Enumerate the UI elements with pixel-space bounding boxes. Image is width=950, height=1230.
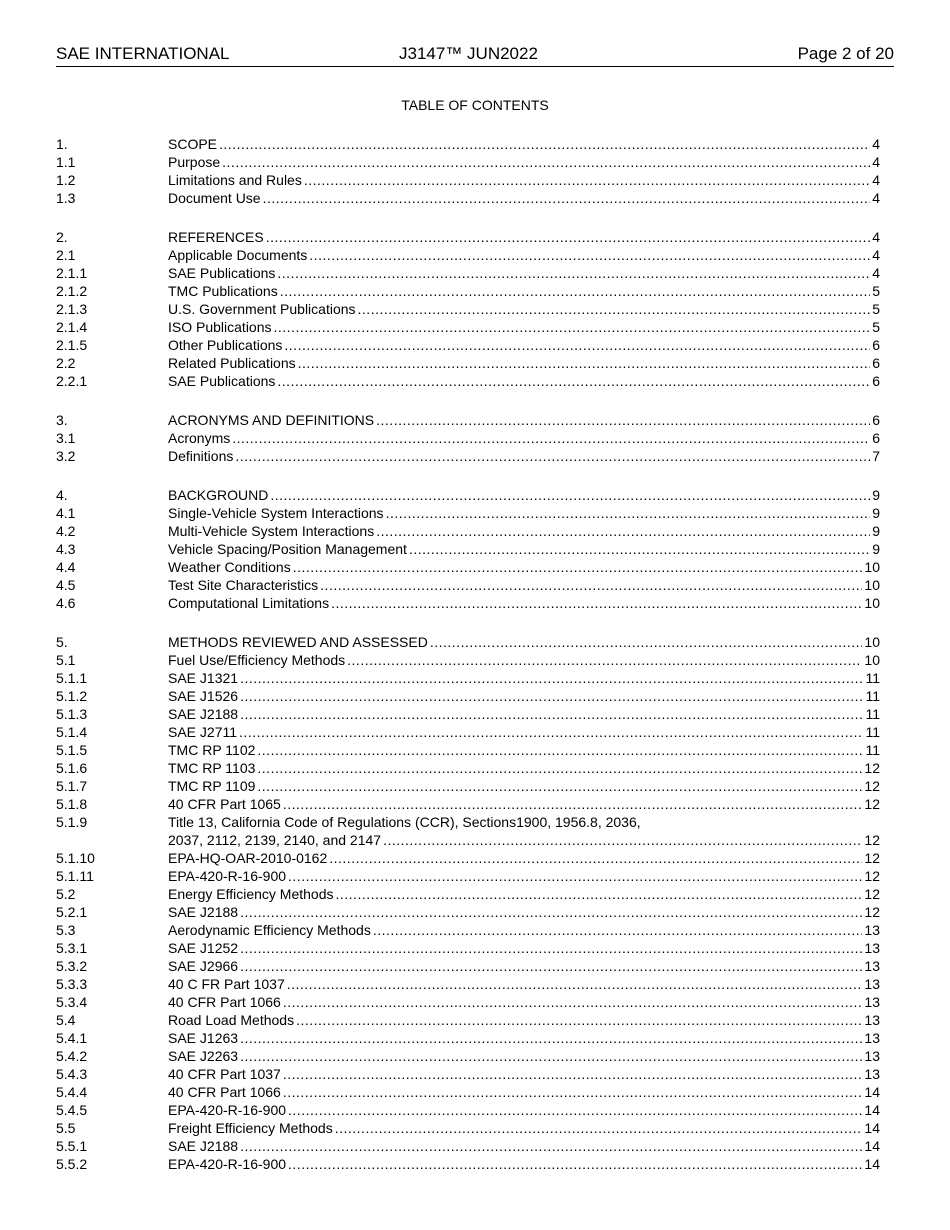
- toc-entry-number: 4.3: [56, 541, 76, 557]
- toc-entry-number: 3.2: [56, 448, 76, 464]
- dot-leader: [239, 723, 863, 741]
- toc-title: TABLE OF CONTENTS: [401, 97, 549, 113]
- toc-entry-page: 6: [872, 337, 880, 353]
- toc-entry-number: 5.1.5: [56, 742, 88, 758]
- toc-entry: [56, 939, 880, 957]
- toc-entry-title: SAE J2188: [168, 904, 239, 920]
- toc-entry: [56, 957, 880, 975]
- toc-entry-page: 13: [864, 1012, 880, 1028]
- toc-entry-page: 10: [864, 634, 880, 650]
- toc-entry: [56, 171, 880, 189]
- toc-entry-title: SCOPE: [168, 136, 218, 152]
- toc-entry-number: 5.4: [56, 1012, 76, 1028]
- toc-entry: [56, 867, 880, 885]
- toc-entry-page: 12: [864, 760, 880, 776]
- toc-entry-title: METHODS REVIEWED AND ASSESSED: [168, 634, 428, 650]
- dot-leader: [320, 576, 862, 594]
- toc-entry-number: 5.3.2: [56, 958, 88, 974]
- toc-entry-title: SAE J2711: [168, 724, 238, 740]
- toc-entry-number: 1.2: [56, 172, 76, 188]
- toc-entry-title: Test Site Characteristics: [168, 577, 319, 593]
- dot-leader: [336, 885, 863, 903]
- toc-entry-page: 12: [864, 796, 880, 812]
- toc-entry: [56, 246, 880, 264]
- toc-entry-title: Limitations and Rules: [168, 172, 302, 188]
- toc-entry-title: TMC RP 1109: [168, 778, 256, 794]
- dot-leader: [240, 1047, 862, 1065]
- dot-leader: [270, 486, 870, 504]
- toc-entry-title: SAE J2966: [168, 958, 239, 974]
- dot-leader: [329, 849, 862, 867]
- toc-entry-title: Energy Efficiency Methods: [168, 886, 334, 902]
- toc-entry-page: 11: [865, 688, 880, 704]
- header-document-id: J3147™ JUN2022: [399, 44, 538, 63]
- toc-entry-page: 5: [872, 283, 880, 299]
- toc-entry: [56, 849, 880, 867]
- dot-leader: [277, 264, 870, 282]
- toc-entry-title: SAE J2188: [168, 706, 239, 722]
- toc-entry-number: 4.5: [56, 577, 76, 593]
- toc-entry-number: 5.4.1: [56, 1030, 88, 1046]
- toc-entry: [56, 354, 880, 372]
- toc-entry-page: 6: [872, 430, 880, 446]
- dot-leader: [257, 741, 863, 759]
- toc-entry-title: Multi-Vehicle System Interactions: [168, 523, 375, 539]
- header-page-number: Page 2 of 20: [797, 44, 894, 63]
- toc-entry-title: Freight Efficiency Methods: [168, 1120, 333, 1136]
- toc-entry: [56, 1065, 880, 1083]
- toc-entry: [56, 993, 880, 1011]
- toc-entry-number: 3.: [56, 412, 68, 428]
- dot-leader: [335, 1119, 863, 1137]
- toc-entry-number: 4.1: [56, 505, 76, 521]
- toc-entry-page: 13: [864, 940, 880, 956]
- toc-entry-page: 6: [872, 373, 880, 389]
- dot-leader: [283, 795, 863, 813]
- toc-entry-page: 4: [872, 265, 880, 281]
- toc-entry-number: 2.1.5: [56, 337, 88, 353]
- toc-entry-title: TMC RP 1102: [168, 742, 256, 758]
- toc-entry-title: SAE Publications: [168, 373, 276, 389]
- toc-entry-title: Weather Conditions: [168, 559, 291, 575]
- toc-entry-title: 40 CFR Part 1037: [168, 1066, 281, 1082]
- toc-entry: [56, 411, 880, 429]
- toc-entry-number: 2.2.1: [56, 373, 88, 389]
- toc-entry-page: 9: [872, 541, 880, 557]
- toc-entry-number: 5.5.2: [56, 1156, 88, 1172]
- toc-entry-number: 2.1.2: [56, 283, 88, 299]
- toc-entry-title: Computational Limitations: [168, 595, 330, 611]
- dot-leader: [287, 975, 863, 993]
- dot-leader: [304, 171, 870, 189]
- toc-entry-page: 12: [864, 850, 880, 866]
- toc-entry-number: 5.1: [56, 652, 76, 668]
- toc-entry-title: EPA-420-R-16-900: [168, 1156, 287, 1172]
- toc-entry: [56, 705, 880, 723]
- toc-entry-title: SAE J1252: [168, 940, 239, 956]
- dot-leader: [240, 957, 862, 975]
- dot-leader: [284, 336, 870, 354]
- toc-entry-title: 40 CFR Part 1065: [168, 796, 281, 812]
- toc-entry-page: 13: [864, 1066, 880, 1082]
- toc-entry-number: 2.1.1: [56, 265, 88, 281]
- toc-entry-page: 9: [872, 487, 880, 503]
- dot-leader: [376, 411, 870, 429]
- toc-entry: [56, 504, 880, 522]
- toc-entry-number: 4.4: [56, 559, 76, 575]
- toc-entry-title: EPA-420-R-16-900: [168, 868, 287, 884]
- toc-entry-page: 13: [864, 976, 880, 992]
- toc-entry: [56, 777, 880, 795]
- toc-entry: [56, 540, 880, 558]
- toc-entry: [56, 228, 880, 246]
- toc-entry-number: 5.1.8: [56, 796, 88, 812]
- toc-entry-title: SAE Publications: [168, 265, 276, 281]
- toc-entry: [56, 282, 880, 300]
- toc-entry-page: 14: [864, 1084, 880, 1100]
- toc-entry-number: 5.1.11: [56, 868, 94, 884]
- toc-entry-page: 11: [865, 724, 880, 740]
- toc-entry-page: 10: [864, 595, 880, 611]
- toc-entry-number: 5.3.4: [56, 994, 88, 1010]
- toc-entry-page: 11: [865, 742, 880, 758]
- toc-entry: [56, 1101, 880, 1119]
- dot-leader: [280, 282, 871, 300]
- toc-entry-page: 4: [872, 229, 880, 245]
- toc-entry: [56, 921, 880, 939]
- toc-entry: [56, 429, 880, 447]
- dot-leader: [235, 447, 870, 465]
- toc-entry: [56, 1011, 880, 1029]
- toc-entry-page: 13: [864, 922, 880, 938]
- toc-entry: [56, 1119, 880, 1137]
- table-of-contents: [56, 135, 880, 1173]
- dot-leader: [277, 372, 870, 390]
- toc-entry-title: Document Use: [168, 190, 261, 206]
- toc-entry: [56, 723, 880, 741]
- toc-entry-page: 12: [864, 904, 880, 920]
- toc-entry-number: 5.1.7: [56, 778, 88, 794]
- toc-entry-page: 4: [872, 172, 880, 188]
- toc-entry-title: EPA-420-R-16-900: [168, 1102, 287, 1118]
- toc-entry-number: 5.2.1: [56, 904, 88, 920]
- toc-entry: [56, 264, 880, 282]
- toc-entry-page: 6: [872, 355, 880, 371]
- toc-entry-number: 2.: [56, 229, 68, 245]
- dot-leader: [283, 1083, 863, 1101]
- toc-entry-page: 14: [864, 1120, 880, 1136]
- dot-leader: [283, 1065, 863, 1083]
- toc-entry: [56, 336, 880, 354]
- toc-entry: [56, 651, 880, 669]
- toc-entry-title: Related Publications: [168, 355, 296, 371]
- dot-leader: [383, 831, 862, 849]
- dot-leader: [347, 651, 862, 669]
- dot-leader: [240, 705, 863, 723]
- toc-entry: [56, 831, 880, 849]
- toc-entry-number: 5.1.6: [56, 760, 88, 776]
- header-organization: SAE INTERNATIONAL: [56, 44, 230, 63]
- toc-entry-number: 2.1: [56, 247, 76, 263]
- toc-entry-page: 10: [864, 559, 880, 575]
- toc-entry-page: 14: [864, 1102, 880, 1118]
- toc-entry-number: 1.3: [56, 190, 76, 206]
- toc-entry-page: 10: [864, 577, 880, 593]
- toc-entry-title: TMC Publications: [168, 283, 278, 299]
- toc-entry: [56, 153, 880, 171]
- toc-entry-number: 5.4.2: [56, 1048, 88, 1064]
- toc-entry-title: SAE J1263: [168, 1030, 239, 1046]
- toc-entry: [56, 576, 880, 594]
- toc-entry-title: SAE J2188: [168, 1138, 239, 1154]
- toc-entry: [56, 447, 880, 465]
- toc-entry: [56, 669, 880, 687]
- toc-entry: [56, 885, 880, 903]
- toc-entry-title: SAE J1321: [168, 670, 239, 686]
- toc-entry-page: 5: [872, 319, 880, 335]
- dot-leader: [240, 669, 863, 687]
- toc-entry: [56, 135, 880, 153]
- toc-entry-number: 5.1.9: [56, 814, 88, 830]
- toc-entry-page: 11: [865, 670, 880, 686]
- toc-entry: [56, 795, 880, 813]
- toc-entry-title: Title 13, California Code of Regulations (CCR), Sections1900, 1956.8, 2036,: [168, 814, 641, 830]
- toc-entry-page: 6: [872, 412, 880, 428]
- dot-leader: [263, 189, 871, 207]
- toc-entry-number: 5.1.1: [56, 670, 88, 686]
- toc-entry-number: 5.3: [56, 922, 76, 938]
- dot-leader: [266, 228, 871, 246]
- toc-entry-page: 13: [864, 994, 880, 1010]
- toc-entry-title: 2037, 2112, 2139, 2140, and 2147: [168, 832, 382, 848]
- toc-entry-title: SAE J2263: [168, 1048, 239, 1064]
- toc-entry-page: 9: [872, 505, 880, 521]
- toc-entry-number: 4.6: [56, 595, 76, 611]
- dot-leader: [296, 1011, 862, 1029]
- toc-entry: [56, 318, 880, 336]
- toc-entry-title: 40 CFR Part 1066: [168, 994, 281, 1010]
- dot-leader: [293, 558, 863, 576]
- dot-leader: [257, 759, 862, 777]
- dot-leader: [358, 300, 871, 318]
- toc-entry-page: 5: [872, 301, 880, 317]
- toc-entry-page: 14: [864, 1138, 880, 1154]
- dot-leader: [288, 867, 862, 885]
- toc-entry-page: 12: [864, 886, 880, 902]
- toc-entry-number: 5.: [56, 634, 68, 650]
- toc-entry-title: Definitions: [168, 448, 234, 464]
- toc-entry-page: 13: [864, 1048, 880, 1064]
- dot-leader: [283, 993, 863, 1011]
- toc-entry-title: SAE J1526: [168, 688, 239, 704]
- toc-entry-number: 2.1.4: [56, 319, 88, 335]
- toc-entry: [56, 486, 880, 504]
- toc-entry-number: 5.5.1: [56, 1138, 88, 1154]
- toc-entry-title: Road Load Methods: [168, 1012, 295, 1028]
- toc-entry-number: 5.5: [56, 1120, 76, 1136]
- toc-entry-title: ISO Publications: [168, 319, 272, 335]
- toc-entry-number: 4.: [56, 487, 68, 503]
- toc-entry-page: 7: [872, 448, 880, 464]
- toc-entry-page: 12: [864, 868, 880, 884]
- dot-leader: [373, 921, 863, 939]
- toc-entry-title: BACKGROUND: [168, 487, 269, 503]
- dot-leader: [409, 540, 870, 558]
- toc-entry: [56, 759, 880, 777]
- dot-leader: [430, 633, 863, 651]
- toc-entry-title: Applicable Documents: [168, 247, 308, 263]
- toc-entry: [56, 1029, 880, 1047]
- toc-entry-page: 9: [872, 523, 880, 539]
- toc-entry: [56, 1137, 880, 1155]
- toc-entry-title: TMC RP 1103: [168, 760, 256, 776]
- toc-entry-page: 4: [872, 136, 880, 152]
- toc-entry: [56, 813, 880, 831]
- toc-entry: [56, 903, 880, 921]
- toc-entry: [56, 594, 880, 612]
- toc-entry-page: 14: [864, 1156, 880, 1172]
- toc-entry-page: 13: [864, 958, 880, 974]
- dot-leader: [240, 1137, 862, 1155]
- toc-entry-number: 5.2: [56, 886, 76, 902]
- toc-entry-number: 1.1: [56, 154, 76, 170]
- toc-entry-page: 13: [864, 1030, 880, 1046]
- dot-leader: [298, 354, 871, 372]
- toc-entry-number: 5.4.4: [56, 1084, 88, 1100]
- toc-entry-number: 1.: [56, 136, 68, 152]
- toc-entry-title: 40 CFR Part 1066: [168, 1084, 281, 1100]
- toc-entry-number: 3.1: [56, 430, 76, 446]
- toc-entry: [56, 300, 880, 318]
- toc-entry-title: EPA-HQ-OAR-2010-0162: [168, 850, 328, 866]
- toc-entry-title: Single-Vehicle System Interactions: [168, 505, 384, 521]
- dot-leader: [376, 522, 870, 540]
- toc-entry-number: 5.1.2: [56, 688, 88, 704]
- dot-leader: [257, 777, 862, 795]
- toc-entry-number: 5.4.3: [56, 1066, 88, 1082]
- toc-entry-number: 2.2: [56, 355, 76, 371]
- toc-entry: [56, 189, 880, 207]
- toc-entry-number: 4.2: [56, 523, 76, 539]
- dot-leader: [240, 687, 863, 705]
- toc-entry-page: 11: [865, 706, 880, 722]
- toc-entry-title: ACRONYMS AND DEFINITIONS: [168, 412, 375, 428]
- toc-entry-title: Other Publications: [168, 337, 283, 353]
- toc-entry-title: Fuel Use/Efficiency Methods: [168, 652, 346, 668]
- dot-leader: [240, 939, 862, 957]
- toc-entry-number: 5.1.10: [56, 850, 95, 866]
- dot-leader: [288, 1155, 862, 1173]
- toc-entry: [56, 1083, 880, 1101]
- toc-entry-title: Vehicle Spacing/Position Management: [168, 541, 407, 557]
- page-header: [56, 44, 894, 67]
- dot-leader: [222, 153, 870, 171]
- dot-leader: [219, 135, 870, 153]
- toc-entry-title: Purpose: [168, 154, 221, 170]
- toc-entry-title: U.S. Government Publications: [168, 301, 356, 317]
- toc-entry-title: 40 C FR Part 1037: [168, 976, 285, 992]
- toc-entry: [56, 522, 880, 540]
- toc-entry-page: 10: [864, 652, 880, 668]
- dot-leader: [274, 318, 871, 336]
- toc-entry: [56, 372, 880, 390]
- toc-entry-number: 5.1.4: [56, 724, 88, 740]
- dot-leader: [288, 1101, 862, 1119]
- dot-leader: [331, 594, 862, 612]
- toc-entry: [56, 1155, 880, 1173]
- toc-entry-number: 5.3.3: [56, 976, 88, 992]
- toc-entry-title: REFERENCES: [168, 229, 264, 245]
- dot-leader: [309, 246, 870, 264]
- toc-entry-page: 4: [872, 154, 880, 170]
- toc-entry-page: 4: [872, 190, 880, 206]
- dot-leader: [240, 903, 862, 921]
- toc-entry: [56, 687, 880, 705]
- toc-entry: [56, 1047, 880, 1065]
- toc-entry: [56, 558, 880, 576]
- toc-entry-number: 5.4.5: [56, 1102, 88, 1118]
- dot-leader: [386, 504, 871, 522]
- toc-entry-title: Aerodynamic Efficiency Methods: [168, 922, 371, 938]
- toc-entry: [56, 633, 880, 651]
- toc-entry-page: 12: [864, 778, 880, 794]
- toc-entry-page: 12: [864, 832, 880, 848]
- toc-entry-number: 5.1.3: [56, 706, 88, 722]
- toc-entry-title: Acronyms: [168, 430, 231, 446]
- toc-entry: [56, 975, 880, 993]
- toc-entry-number: 5.3.1: [56, 940, 88, 956]
- toc-entry: [56, 741, 880, 759]
- toc-entry-page: 4: [872, 247, 880, 263]
- toc-entry-number: 2.1.3: [56, 301, 88, 317]
- dot-leader: [232, 429, 870, 447]
- dot-leader: [240, 1029, 862, 1047]
